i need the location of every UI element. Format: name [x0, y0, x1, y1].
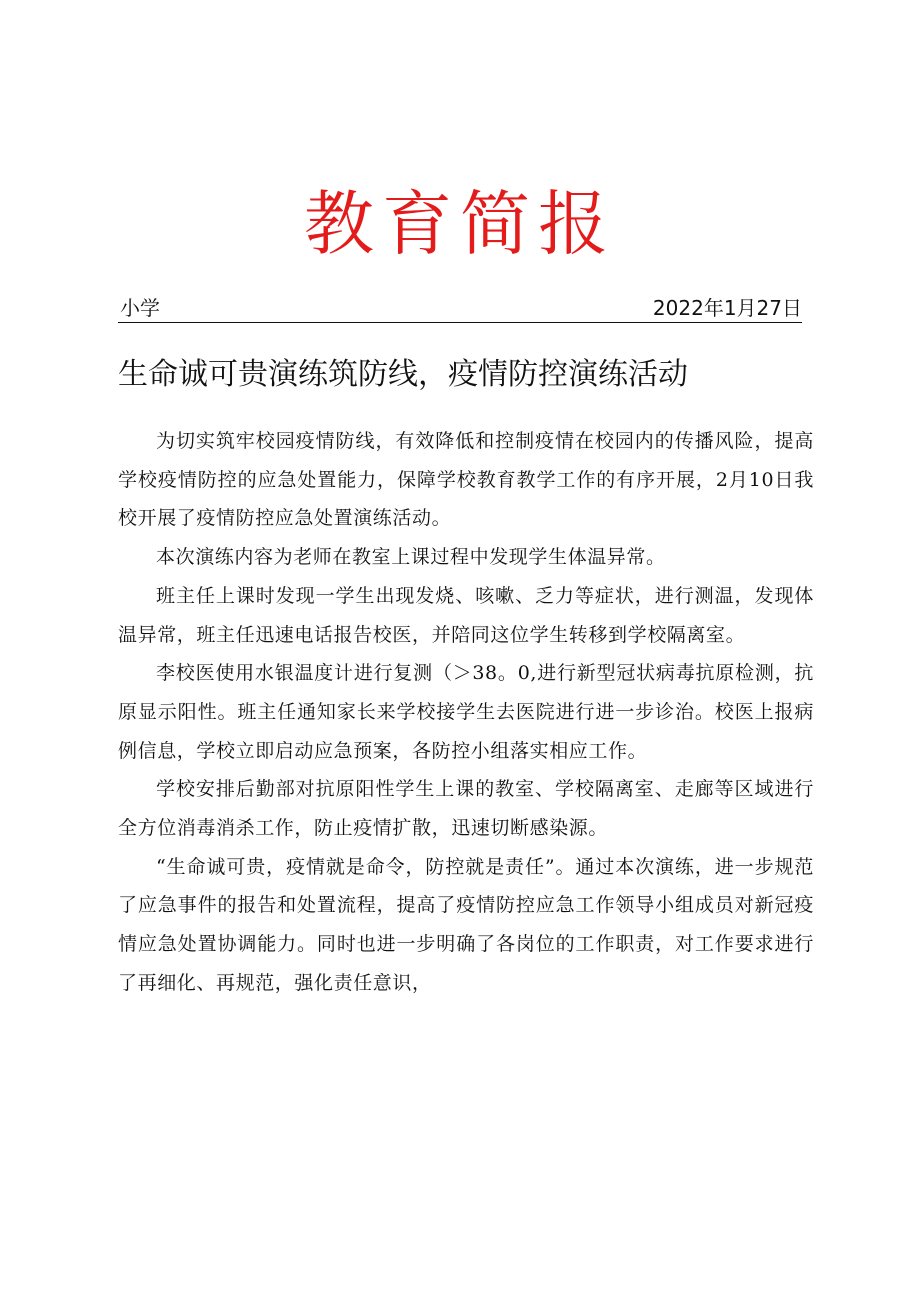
paragraph: 班主任上课时发现一学生出现发烧、咳嗽、乏力等症状，进行测温，发现体温异常，班主任迅速电话报告校医，并陪同这位学生转移到学校隔离室。: [118, 584, 814, 646]
paragraph: 为切实筑牢校园疫情防线，有效降低和控制疫情在校园内的传播风险，提高学校疫情防控的应急处置能力，保障学校教育教学工作的有序开展，2月10日我校开展了疫情防控应急处置演练活动。: [118, 430, 814, 530]
paragraph: 学校安排后勤部对抗原阳性学生上课的教室、学校隔离室、走廊等区域进行全方位消毒消杀工作，防止疫情扩散，迅速切断感染源。: [118, 778, 814, 840]
masthead-title: 教育简报: [304, 183, 616, 265]
issue-date: 2022年1月27日: [652, 296, 802, 320]
paragraph: 本次演练内容为老师在教室上课过程中发现学生体温异常。: [156, 546, 666, 569]
article-headline: 生命诚可贵演练筑防线，疫情防控演练活动: [118, 357, 688, 392]
paragraph: “生命诚可贵，疫情就是命令，防控就是责任”。通过本次演练，进一步规范了应急事件的报告和处置流程，提高了疫情防控应急工作领导小组成员对新冠疫情应急处置协调能力。同时也进一步明确了各岗位的工作职责，对工作要求进行了再细化、再规范，强化责任意识，: [118, 855, 814, 994]
dateline: [118, 294, 802, 323]
article-body: [118, 422, 814, 1003]
paragraph: 李校医使用水银温度计进行复测（＞38。0,进行新型冠状病毒抗原检测，抗原显示阳性。班主任通知家长来学校接学生去医院进行进一步诊治。校医上报病例信息，学校立即启动应急预案，各防控小组落实相应工作。: [118, 662, 814, 762]
school-name: 小学: [120, 296, 160, 320]
